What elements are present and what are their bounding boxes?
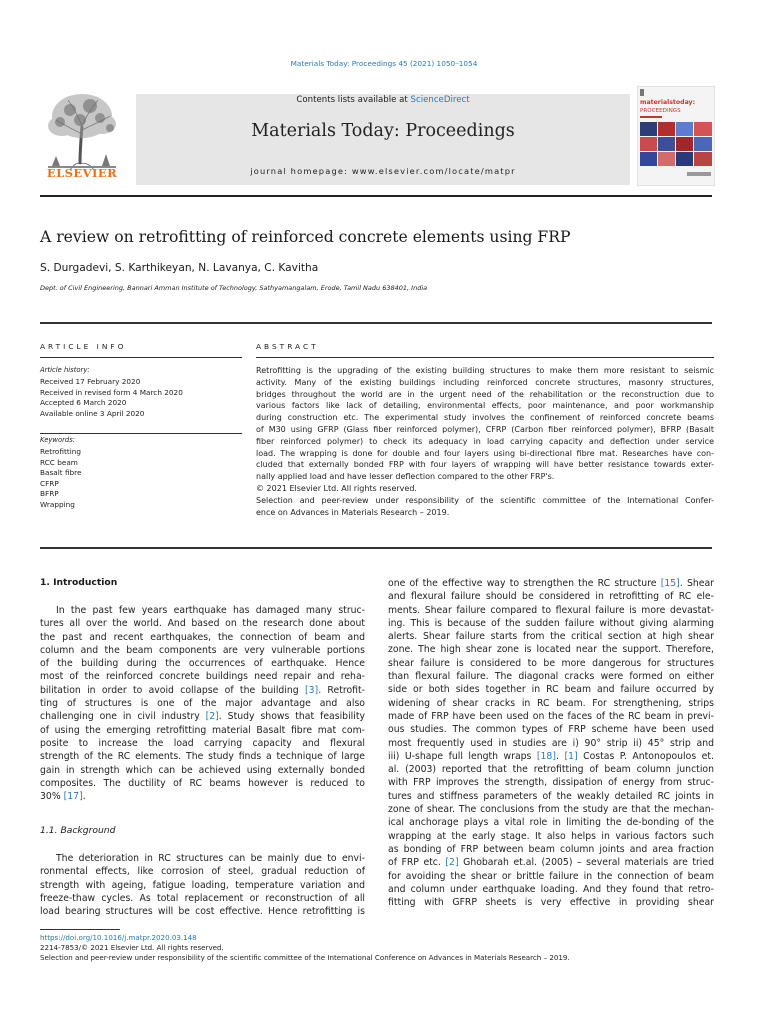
abstract-line: various factors like lack of detailing, environmental effects, poor maintenance, and poor workmanship: [256, 401, 714, 411]
introduction-paragraph: [40, 604, 365, 803]
body-line: In the past few years earthquake has damaged many struc-: [56, 605, 365, 616]
abstract-body: [256, 365, 714, 518]
body-line: load bearing structures will be cost effective. Hence retrofitting is: [40, 906, 365, 918]
body-line: for avoiding the shear or brittle failure in the connection of beam: [388, 870, 714, 882]
abstract-line: during construction etc. The experimental study involves the confinement of reinforced concrete beams: [256, 413, 714, 423]
body-line: than flexural failure. The diagonal cracks were formed on either: [388, 671, 714, 683]
body-line: shear failure is considered to be more dangerous for structures: [388, 657, 714, 669]
body-line: zone. The high shear zone is located near the support. Therefore,: [388, 644, 714, 656]
paper-authors: S. Durgadevi, S. Karthikeyan, N. Lavanya, C. Kavitha: [40, 262, 319, 274]
body-line: made of FRP have been used on the faces of the RC beam in previ-: [388, 710, 714, 722]
body-line: most frequently used in studies are i) 90° strip ii) 45° strip and: [388, 737, 714, 749]
body-text: iii) U-shape full length wraps: [388, 750, 537, 762]
section-heading-background: 1.1. Background: [40, 825, 116, 836]
citation-link[interactable]: [3]: [305, 684, 319, 696]
body-text: of FRP etc.: [388, 857, 446, 869]
body-text: one of the effective way to strengthen the RC structure: [388, 578, 661, 589]
contents-line: [136, 95, 630, 105]
title-rule: [40, 322, 712, 324]
body-line: and flexural failure should be considered in retrofitting of RC ele-: [388, 591, 714, 603]
body-line: tures all over the world. And based on the research done about: [40, 618, 365, 630]
abstract-line: ence on Advances in Materials Research – 2019.: [256, 507, 450, 517]
body-line: al. (2003) reported that the retrofitting of beam column junction: [388, 764, 714, 776]
body-line: the past and recent earthquakes, the connection of beam and: [40, 631, 365, 643]
section-heading-introduction: 1. Introduction: [40, 577, 118, 588]
abstract-line: cluded that externally bonded FRP with four layers of wrapping will have better resistance towards exter-: [256, 460, 714, 470]
body-line: of the building during the occurrences of earthquake. Hence: [40, 658, 365, 670]
body-line: alerts. Shear failure starts from the critical section at high shear: [388, 631, 714, 643]
abstract-bottom-rule: [40, 547, 712, 549]
body-line: tures and stiffness parameters of the weakly detailed RC joints in: [388, 790, 714, 802]
body-line: zone of shear. The conclusions from the study are that the mechan-: [388, 804, 714, 816]
journal-homepage[interactable]: journal homepage: www.elsevier.com/locate/matpr: [250, 166, 516, 176]
article-info-rule: [40, 357, 242, 358]
citation-link[interactable]: [2]: [205, 711, 219, 723]
body-text: . Shear: [679, 578, 714, 589]
abstract-heading: ABSTRACT: [256, 342, 319, 351]
issn-copyright: 2214-7853/© 2021 Elsevier Ltd. All rights reserved.: [40, 943, 224, 952]
body-text: .: [555, 750, 565, 762]
body-line: side or both sides together in RC beam and failure occurred by: [388, 684, 714, 696]
body-line: [388, 577, 714, 590]
abstract-line: of M30 using GFRP (Glass fiber reinforced polymer), CFRP (Carbon fiber reinforced polymer), BFRP (Basalt: [256, 424, 714, 434]
body-line: [40, 790, 365, 803]
body-line: as bonding of FRP between beam column joints and area fraction: [388, 843, 714, 855]
keyword: Wrapping: [40, 499, 75, 509]
body-line: [40, 684, 365, 697]
citation-link[interactable]: [2]: [445, 857, 459, 869]
body-line: ous studies. The common types of FRP scheme have been used: [388, 724, 714, 736]
peer-review-note: Selection and peer-review under responsibility of the scientific committee of the International Conference on Advances in Materials Research – 2019.: [40, 953, 570, 962]
contents-prefix: Contents lists available at: [296, 95, 411, 105]
body-line: ronmental effects, like corrosion of steel, gradual reduction of: [40, 866, 365, 878]
journal-citation[interactable]: Materials Today: Proceedings 45 (2021) 1050–1054: [290, 59, 478, 68]
citation-link[interactable]: [17]: [63, 791, 83, 803]
body-text: Ghobarah et.al. (2005) – several materials are tried: [458, 857, 714, 869]
body-line: strength of the RC elements. The study finds a technique of large: [40, 751, 365, 763]
body-line: ments. Shear failure compared to flexural failure is more devastat-: [388, 604, 714, 616]
body-line: of using the emerging retrofitting material Basalt fibre mat com-: [40, 724, 365, 736]
body-line: with FRP improves the strength, dissipation of energy from struc-: [388, 777, 714, 789]
body-line: fitting with GFRP sheets is very effective in providing shear: [388, 897, 714, 909]
keyword: BFRP: [40, 489, 59, 498]
body-text: bilitation in order to avoid collapse of the building: [40, 684, 306, 696]
body-line: ical anchorage plays a vital role in limiting the de-bonding of the: [388, 817, 714, 829]
sciencedirect-link[interactable]: ScienceDirect: [410, 95, 470, 105]
body-line: [388, 856, 714, 869]
body-text: .: [82, 791, 86, 803]
abstract-line: load. The wrapping is done for double and four layers using bi-directional fibre mat. Researches have con-: [256, 448, 714, 458]
body-text: challenging one in civil industry: [40, 711, 206, 723]
history-item: Available online 3 April 2020: [40, 408, 145, 418]
body-text: Costas P. Antonopoulos et.: [577, 750, 714, 762]
journal-title: Materials Today: Proceedings: [251, 121, 515, 141]
body-line: strength with ageing, fatigue loading, temperature variation and: [40, 879, 365, 891]
article-history-label: Article history:: [40, 366, 90, 374]
history-item: Received 17 February 2020: [40, 377, 141, 386]
abstract-line: nally applied load and have lesser deflection compared to the other FRP's.: [256, 472, 555, 482]
body-line: [40, 710, 365, 723]
cover-brand-line1: materialstoday:: [640, 99, 696, 106]
cover-brand-line2: PROCEEDINGS: [640, 108, 681, 114]
body-text: 30%: [40, 791, 64, 803]
journal-cover-thumbnail[interactable]: [637, 86, 715, 186]
body-line: ting of structures is one of the major advantage and also: [40, 698, 365, 710]
keywords-list: [40, 447, 82, 510]
keyword: Basalt fibre: [40, 468, 82, 477]
body-line: [388, 750, 714, 763]
body-text: . Retrofit-: [318, 684, 366, 696]
keyword: RCC beam: [40, 457, 78, 467]
body-line: posite to increase the load carrying capacity and flexural: [40, 737, 365, 749]
keyword: CFRP: [40, 478, 59, 488]
body-text: . Study shows that feasibility: [218, 711, 365, 723]
citation-link[interactable]: [1]: [564, 750, 578, 762]
keywords-rule: [40, 433, 242, 434]
body-line: widening of shear cracks in RC beam. For strengthening, strips: [388, 697, 714, 709]
keyword: Retrofitting: [40, 447, 81, 456]
background-paragraph: [40, 852, 365, 918]
body-line: The deterioration in RC structures can be mainly due to envi-: [56, 853, 365, 864]
body-line: gain in strength which can be achieved using externally bonded: [40, 764, 365, 776]
author-affiliation: Dept. of Civil Engineering, Bannari Amman Institute of Technology, Sathyamangalam, Erode, Tamil Nadu 638401, India: [40, 284, 428, 292]
keywords-label: Keywords:: [40, 436, 76, 444]
paper-title: A review on retrofitting of reinforced concrete elements using FRP: [40, 228, 571, 246]
footnote-rule: [40, 929, 120, 930]
body-line: column and the beam components are very vulnerable portions: [40, 644, 365, 656]
article-history: [40, 377, 183, 419]
body-line: composites. The ductility of RC beams however is reduced to: [40, 777, 365, 789]
body-line: ing. This is because of the sudden failure without giving alarming: [388, 617, 714, 629]
article-info-heading: ARTICLE INFO: [40, 342, 127, 351]
history-item: Accepted 6 March 2020: [40, 398, 127, 407]
body-line: most of the reinforced concrete buildings need repair and reha-: [40, 671, 365, 683]
abstract-line: fiber reinforced polymer) to check its adequacy in load carrying capacity and deflection under service: [256, 436, 714, 446]
abstract-line: Selection and peer-review under responsibility of the scientific committee of the International Confer-: [256, 495, 714, 505]
elsevier-wordmark: ELSEVIER: [46, 166, 118, 180]
body-line: freeze-thaw cycles. As total replacement or reconstruction of all: [40, 892, 365, 904]
body-line: and column under earthquake loading. And they found that retro-: [388, 883, 714, 895]
body-line: wrapping at the early stage. It also helps in various factors such: [388, 830, 714, 842]
right-column-text: [388, 577, 714, 909]
abstract-line: activity. Many of the existing buildings including reinforced concrete structures, masonry structures,: [256, 377, 714, 387]
citation-link[interactable]: [18]: [536, 750, 556, 762]
citation-link[interactable]: [15]: [660, 578, 680, 589]
abstract-line: Retrofitting is the upgrading of the existing building structures to make them more resistant to seismic: [256, 366, 714, 375]
doi-link[interactable]: https://doi.org/10.1016/j.matpr.2020.03.148: [40, 933, 197, 942]
copyright-line: © 2021 Elsevier Ltd. All rights reserved.: [256, 483, 417, 493]
abstract-line: bridges throughout the world are in the urgent need of the rehabilitation or the reconstruction due to: [256, 389, 714, 399]
history-item: Received in revised form 4 March 2020: [40, 387, 183, 397]
abstract-rule: [256, 357, 714, 358]
header-rule: [40, 195, 712, 197]
